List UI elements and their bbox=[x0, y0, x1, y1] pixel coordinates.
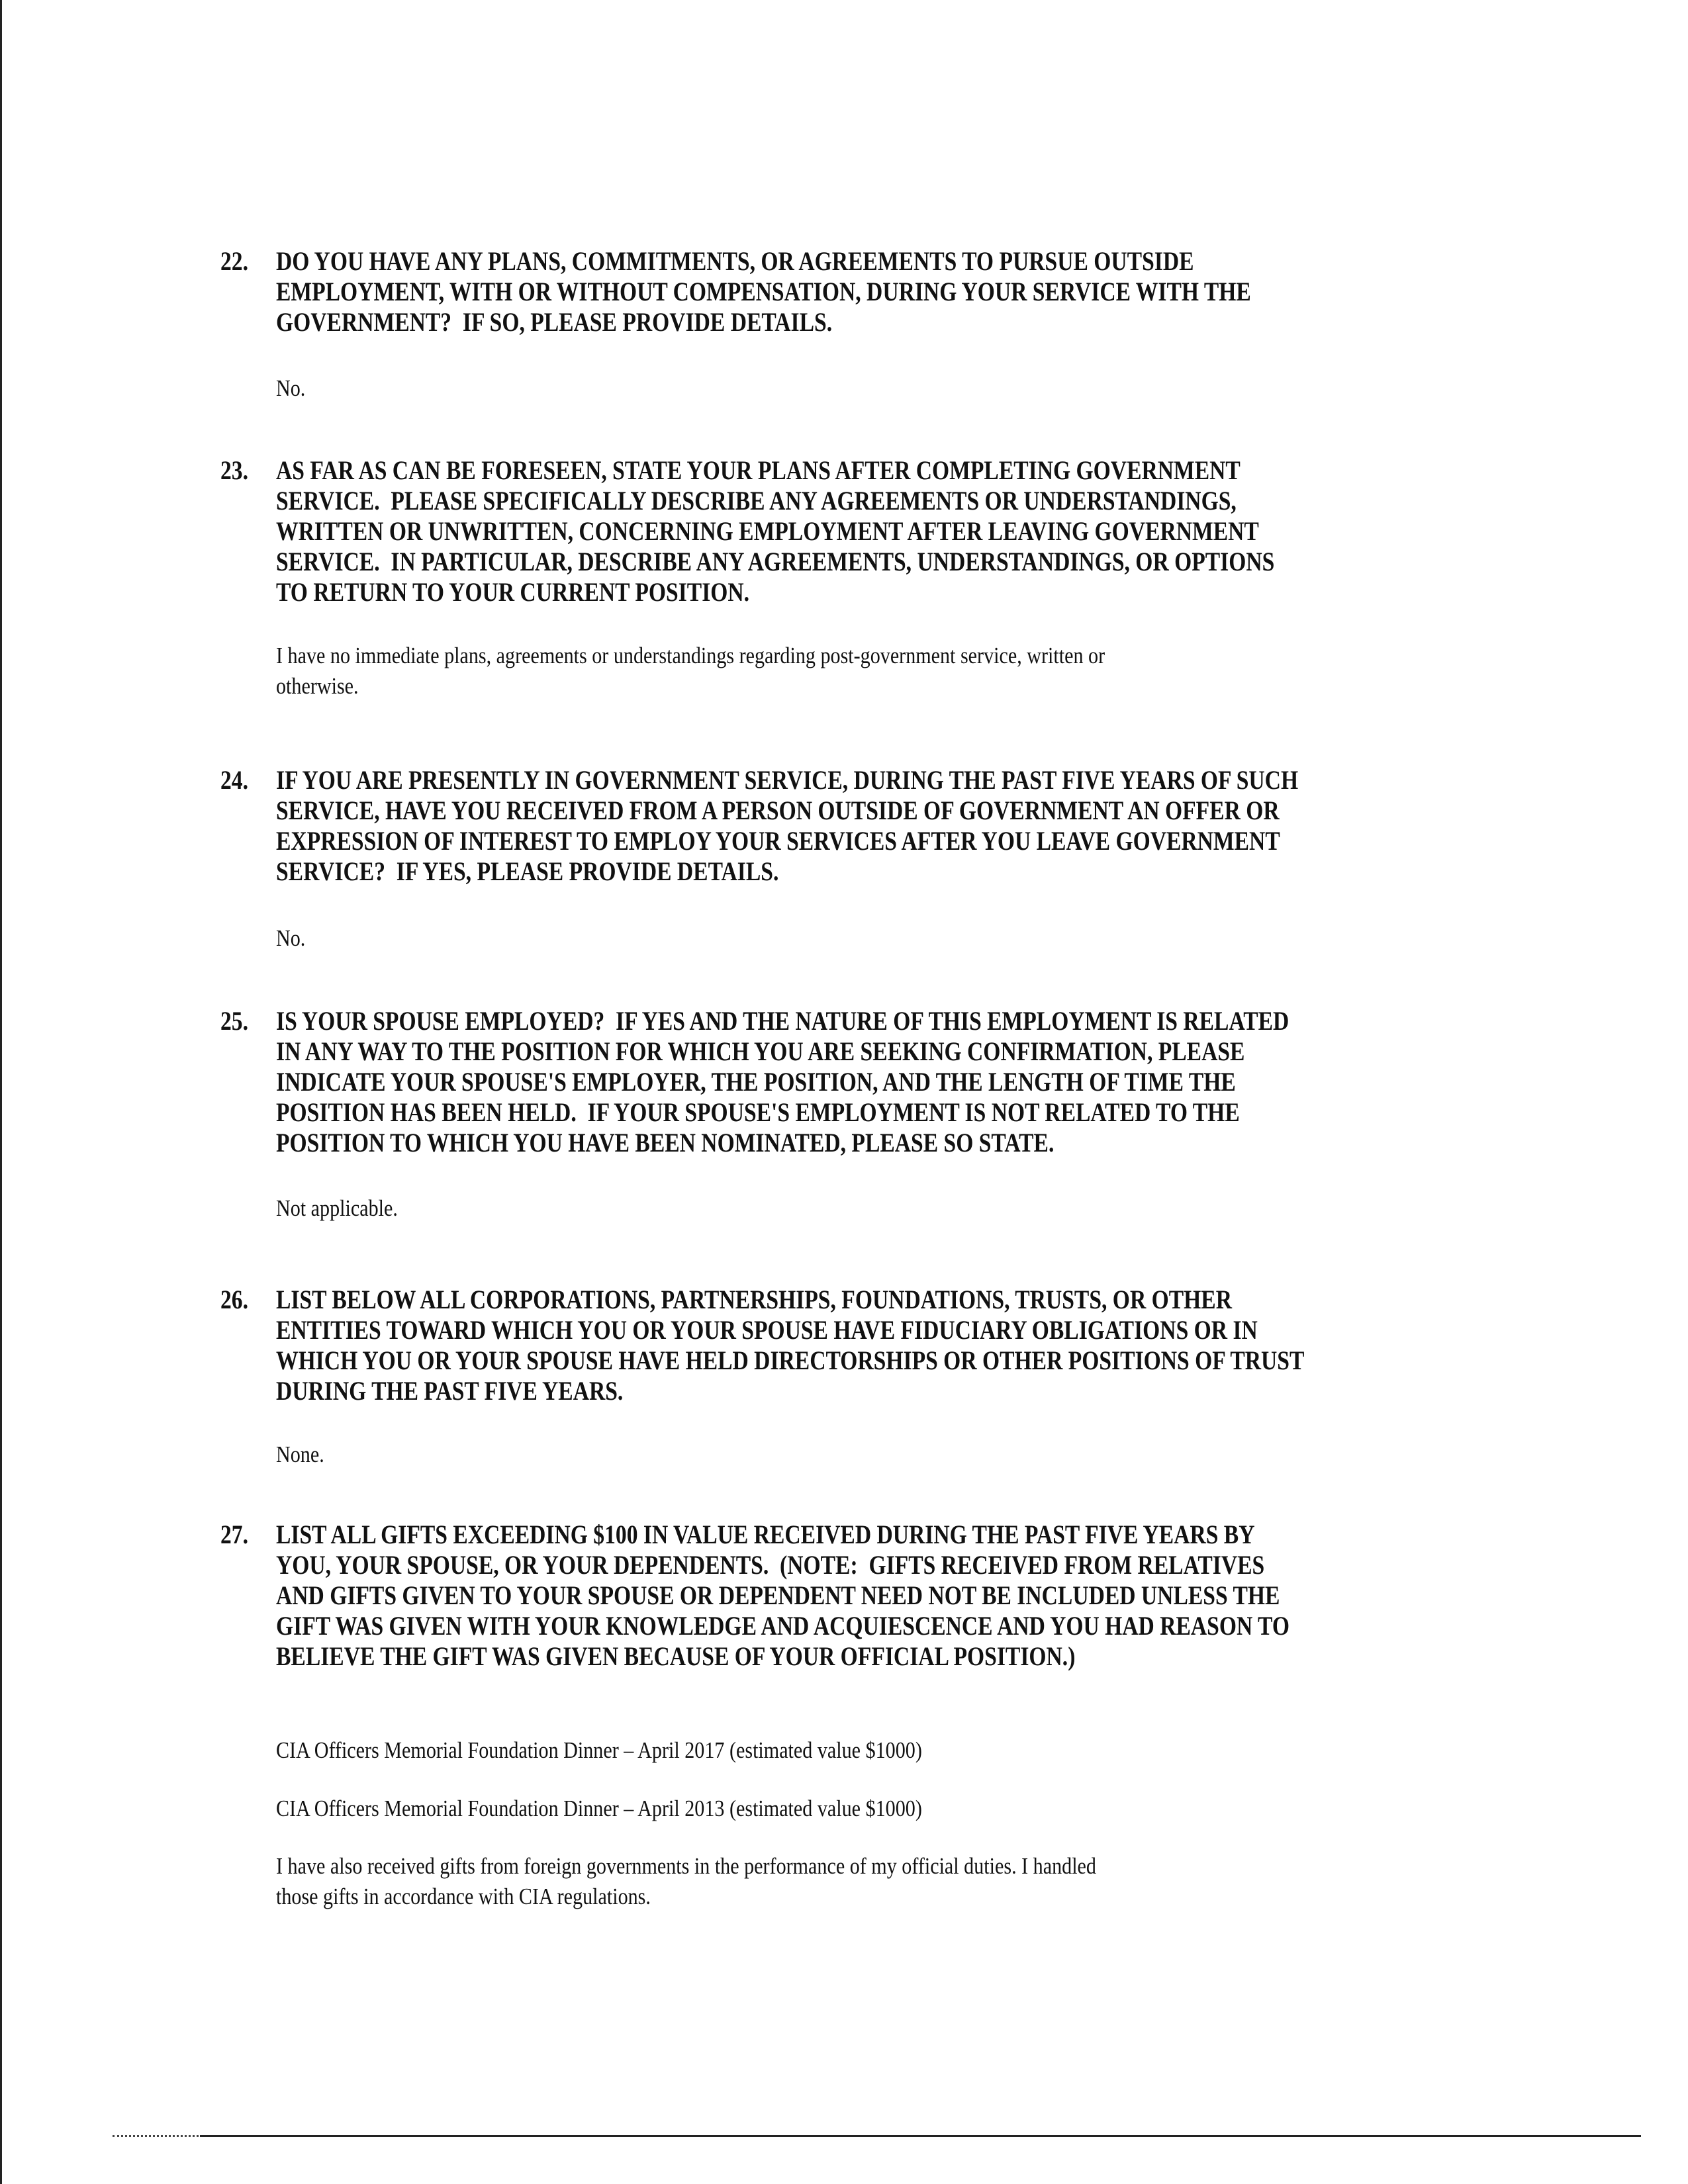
footer-rule bbox=[200, 2135, 1641, 2137]
answer-text: None. bbox=[276, 1441, 324, 1467]
question-text: IF YOU ARE PRESENTLY IN GOVERNMENT SERVICE, DURING THE PAST FIVE YEARS OF SUCH SERVICE, HAVE YOU RECEIVED FROM A PERSON OUTSIDE OF GOVERNMENT AN OFFER OR EXPRESSION OF INTEREST TO EMPLOY YOUR SERVICES AFTER YOU LEAVE GOVERNMENT SERVICE? IF YES, PLEASE PROVIDE DETAILS. bbox=[276, 765, 1299, 886]
page-edge bbox=[0, 0, 2, 2184]
answer-text: CIA Officers Memorial Foundation Dinner – April 2013 (estimated value $1000) bbox=[276, 1796, 922, 1821]
answer-text: No. bbox=[276, 375, 306, 401]
question-number: 26. bbox=[220, 1285, 248, 1314]
question-text: LIST BELOW ALL CORPORATIONS, PARTNERSHIPS, FOUNDATIONS, TRUSTS, OR OTHER ENTITIES TOWARD WHICH YOU OR YOUR SPOUSE HAVE FIDUCIARY OBLIGATIONS OR IN WHICH YOU OR YOUR SPOUSE HAVE HELD DIRECTORSHIPS OR OTHER POSITIONS OF TRUST DURING THE PAST FIVE YEARS. bbox=[276, 1285, 1305, 1406]
question-number: 27. bbox=[220, 1520, 248, 1549]
question-text: AS FAR AS CAN BE FORESEEN, STATE YOUR PLANS AFTER COMPLETING GOVERNMENT SERVICE. PLEASE SPECIFICALLY DESCRIBE ANY AGREEMENTS OR UNDERSTANDINGS, WRITTEN OR UNWRITTEN, CONCERNING EMPLOYMENT AFTER LEAVING GOVERNMENT SERVICE. IN PARTICULAR, DESCRIBE ANY AGREEMENTS, UNDERSTANDINGS, OR OPTIONS TO RETURN TO YOUR CURRENT POSITION. bbox=[276, 455, 1275, 607]
answer-text: CIA Officers Memorial Foundation Dinner – April 2017 (estimated value $1000) bbox=[276, 1737, 922, 1763]
footer-dotted-line bbox=[113, 2135, 199, 2137]
answer-text: No. bbox=[276, 925, 306, 951]
question-number: 25. bbox=[220, 1006, 248, 1036]
question-number: 23. bbox=[220, 455, 248, 485]
answer-text: I have also received gifts from foreign governments in the performance of my official duties. I handled those gifts in accordance with CIA regulations. bbox=[276, 1853, 1096, 1909]
question-text: LIST ALL GIFTS EXCEEDING $100 IN VALUE RECEIVED DURING THE PAST FIVE YEARS BY YOU, YOUR SPOUSE, OR YOUR DEPENDENTS. (NOTE: GIFTS RECEIVED FROM RELATIVES AND GIFTS GIVEN TO YOUR SPOUSE OR DEPENDENT NEED NOT BE INCLUDED UNLESS THE GIFT WAS GIVEN WITH YOUR KNOWLEDGE AND ACQUIESCENCE AND YOU HAD REASON TO BELIEVE THE GIFT WAS GIVEN BECAUSE OF YOUR OFFICIAL POSITION.) bbox=[276, 1520, 1289, 1671]
question-number: 24. bbox=[220, 765, 248, 795]
question-text: IS YOUR SPOUSE EMPLOYED? IF YES AND THE NATURE OF THIS EMPLOYMENT IS RELATED IN ANY WAY TO THE POSITION FOR WHICH YOU ARE SEEKING CONFIRMATION, PLEASE INDICATE YOUR SPOUSE'S EMPLOYER, THE POSITION, AND THE LENGTH OF TIME THE POSITION HAS BEEN HELD. IF YOUR SPOUSE'S EMPLOYMENT IS NOT RELATED TO THE POSITION TO WHICH YOU HAVE BEEN NOMINATED, PLEASE SO STATE. bbox=[276, 1006, 1289, 1158]
question-text: DO YOU HAVE ANY PLANS, COMMITMENTS, OR AGREEMENTS TO PURSUE OUTSIDE EMPLOYMENT, WITH OR WITHOUT COMPENSATION, DURING YOUR SERVICE WITH THE GOVERNMENT? IF SO, PLEASE PROVIDE DETAILS. bbox=[276, 246, 1251, 337]
answer-text: Not applicable. bbox=[276, 1195, 398, 1221]
answer-text: I have no immediate plans, agreements or understandings regarding post-government service, written or otherwise. bbox=[276, 643, 1105, 699]
question-number: 22. bbox=[220, 246, 248, 276]
